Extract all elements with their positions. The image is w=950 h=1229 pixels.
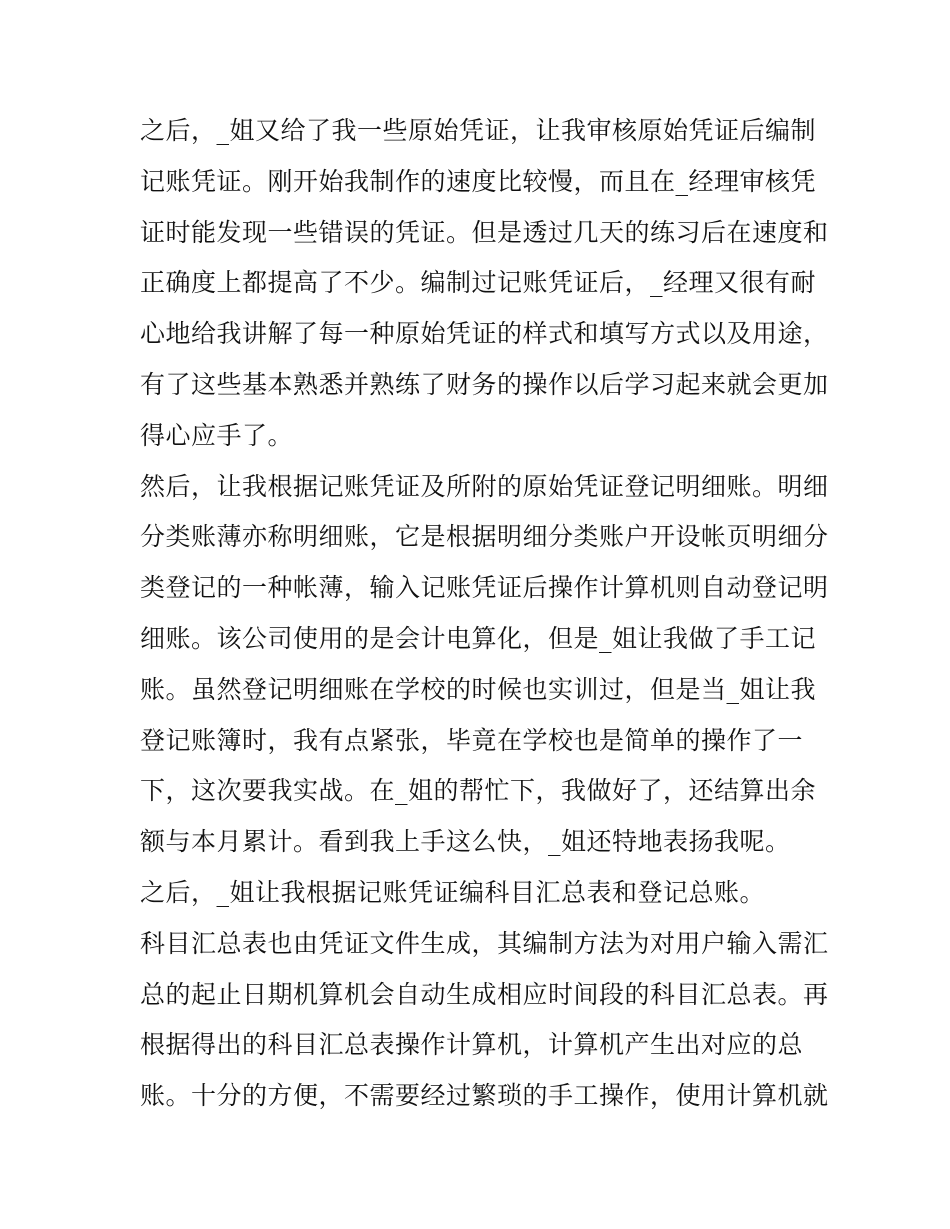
text-line: 心地给我讲解了每一种原始凭证的样式和填写方式以及用途， [140,319,829,349]
text-line: 之后，_姐让我根据记账凭证编科目汇总表和登记总账。 [140,877,766,907]
text-line: 登记账簿时，我有点紧张，毕竟在学校也是简单的操作了一 [140,725,804,755]
text-line: 总的起止日期机算机会自动生成相应时间段的科目汇总表。再 [140,979,829,1009]
text-line: 正确度上都提高了不少。编制过记账凭证后，_经理又很有耐 [140,268,817,298]
text-line: 额与本月累计。看到我上手这么快，_姐还特地表扬我呢。 [140,827,791,857]
text-line: 账。十分的方便，不需要经过繁琐的手工操作，使用计算机就 [140,1081,829,1111]
text-line: 科目汇总表也由凭证文件生成，其编制方法为对用户输入需汇 [140,928,829,958]
text-line: 下，这次要我实战。在_姐的帮忙下，我做好了，还结算出余 [140,776,817,806]
text-line: 类登记的一种帐薄，输入记账凭证后操作计算机则自动登记明 [140,573,829,603]
text-line: 记账凭证。刚开始我制作的速度比较慢，而且在_经理审核凭 [140,166,817,196]
text-line: 有了这些基本熟悉并熟练了财务的操作以后学习起来就会更加 [140,369,829,399]
text-line: 分类账薄亦称明细账，它是根据明细分类账户开设帐页明细分 [140,522,829,552]
text-line: 然后，让我根据记账凭证及所附的原始凭证登记明细账。明细 [140,471,829,501]
text-line: 得心应手了。 [140,420,294,450]
text-line: 根据得出的科目汇总表操作计算机，计算机产生出对应的总 [140,1030,804,1060]
text-line: 之后，_姐又给了我一些原始凭证，让我审核原始凭证后编制 [140,116,817,145]
body-text [140,106,829,1122]
text-line: 证时能发现一些错误的凭证。但是透过几天的练习后在速度和 [140,217,829,247]
text-line: 账。虽然登记明细账在学校的时候也实训过，但是当_姐让我 [140,674,817,704]
text-line: 细账。该公司使用的是会计电算化，但是_姐让我做了手工记 [140,623,817,653]
